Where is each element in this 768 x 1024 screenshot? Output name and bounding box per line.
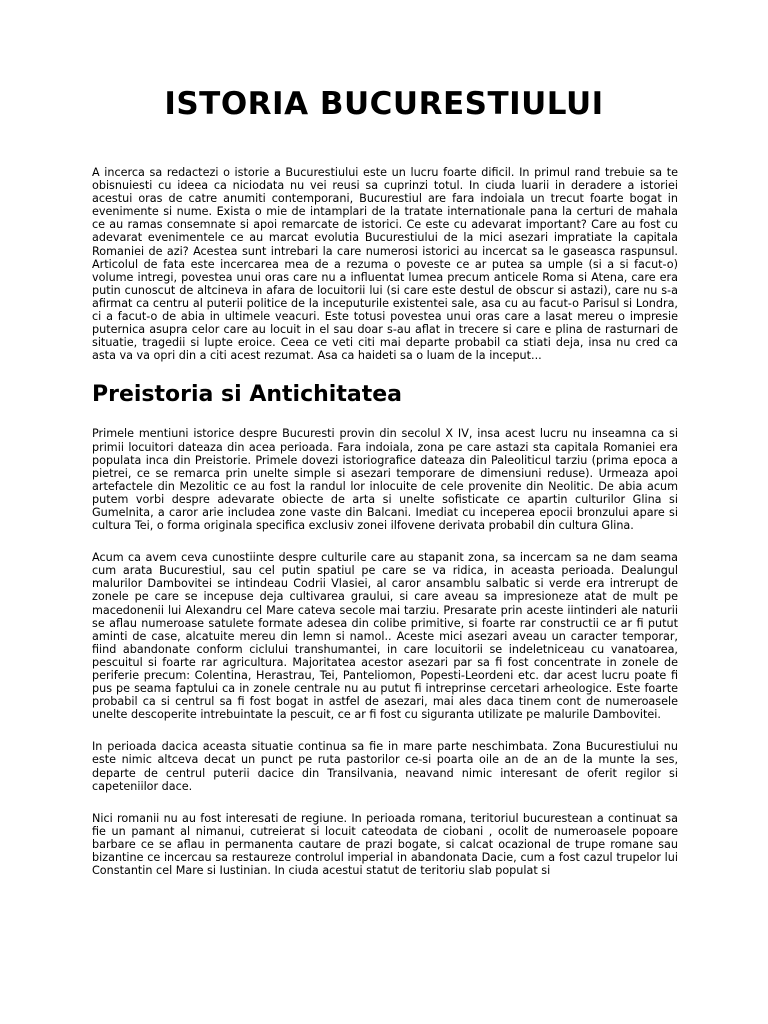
body-paragraph: Primele mentiuni istorice despre Bucuresti provin din secolul X IV, insa acest lucru nu inseamna ca si primii locuitori dateaza din acea perioada. Fara indoiala, zona pe care astazi sta capitala Romaniei era populata inca din Preistorie. Primele dovezi istoriografice dateaza din Paleoliticul tarziu (prima epoca a pietrei, ce se remarca prin unelte simple si asezari temporare de dimensiuni reduse). Urmeaza apoi artefactele din Mezolitic ce au fost la randul lor inlocuite de cele provenite din Neolitic. De abia acum putem vorbi despre adevarate obiecte de arta si unelte sofisticate ce apartin culturilor Glina si Gumelnita, a caror arie includea zone vaste din Balcani. Imediat cu inceperea epocii bronzului apare si cultura Tei, o forma originala specifica exclusiv zonei ilfovene derivata probabil din cultura Glina. [92,427,678,533]
body-paragraph: Acum ca avem ceva cunostiinte despre culturile care au stapanit zona, sa incercam sa ne dam seama cum arata Bucurestiul, sau cel putin spatiul pe care se va ridica, in aceasta perioada. Dealungul malurilor Dambovitei se intindeau Codrii Vlasiei, al caror ansamblu salbatic si verde era intrerupt de zonele pe care se incepuse deja cultivarea graului, si care aveau sa impresioneze atat de mult pe macedonenii lui Alexandru cel Mare cateva secole mai tarziu. Presarate prin aceste iintinderi ale naturii se aflau numeroase satulete formate adesea din colibe primitive, si foarte rar constructii ce ar fi putut aminti de case, alcatuite mereu din lemn si namol.. Aceste mici asezari aveau un caracter temporar, fiind abandonate conform ciclului transhumantei, in care locuitorii se indeletniceau cu vanatoarea, pescuitul si foarte rar agricultura. Majoritatea acestor asezari par sa fi fost concentrate in zonele de periferie precum: Colentina, Herastrau, Tei, Panteliomon, Popesti-Leordeni etc. dar acest lucru poate fi pus pe seama faptului ca in zonele centrale nu au putut fi intreprinse cercetari arheologice. Este foarte probabil ca si centrul sa fi fost bogat in astfel de asezari, mai ales daca tinem cont de numeroasele unelte descoperite intrebuintate la pescuit, ce ar fi fost cu siguranta utilizate pe malurile Dambovitei. [92,551,678,722]
section-heading: Preistoria si Antichitatea [92,382,402,408]
document-title: ISTORIA BUCURESTIULUI [164,86,604,122]
document-body [92,166,678,877]
body-paragraph: In perioada dacica aceasta situatie continua sa fie in mare parte neschimbata. Zona Bucurestiului nu este nimic altceva decat un punct pe ruta pastorilor ce-si poarta oile an de an de la munte la ses, departe de centrul puterii dacice din Transilvania, neavand nimic interesant de oferit regilor si capeteniilor dace. [92,740,678,793]
body-paragraph: Nici romanii nu au fost interesati de regiune. In perioada romana, teritoriul bucurestean a continuat sa fie un pamant al nimanui, cutreierat si locuit cateodata de ciobani , ocolit de numeroasele popoare barbare ce se aflau in permanenta cautare de prazi bogate, si calcat ocazional de trupe romane sau bizantine ce incercau sa restaureze controlul imperial in abandonata Dacie, cum a fost cazul trupelor lui Constantin cel Mare si Iustinian. In ciuda acestui statut de teritoriu slab populat si [92,811,678,878]
intro-paragraph: A incerca sa redactezi o istorie a Bucurestiului este un lucru foarte dificil. In primul rand trebuie sa te obisnuiesti cu ideea ca niciodata nu vei reusi sa cuprinzi totul. In ciuda luarii in deradere a istoriei acestui oras de catre anumiti contemporani, Bucurestiul are fara indoiala un trecut foarte bogat in evenimente si nume. Exista o mie de intamplari de la tratate internationale pana la certuri de mahala ce au ramas consemnate si apoi remarcate de istorici. Ce este cu adevarat important? Care au fost cu adevarat evenimentele ce au marcat evolutia Bucurestiului de la mici asezari impratiate la capitala Romaniei de azi? Acestea sunt intrebari la care numerosi istorici au incercat sa le gaseasca raspunsul. Articolul de fata este incercarea mea de a rezuma o poveste ce ar putea sa umple (si a si facut-o) volume intregi, povestea unui oras care nu a influentat lumea precum anticele Roma si Atena, care era putin cunoscut de altcineva in afara de locuitorii lui (si care este destul de obscur si astazi), care nu s-a afirmat ca centru al puterii politice de la inceputurile existentei sale, asa cu au facut-o Parisul si Londra, ci a facut-o de abia in ultimele veacuri. Este totusi povestea unui oras care a lasat mereu o impresie puternica asupra celor care au locuit in el sau doar s-au aflat in trecere si care e plina de rasturnari de situatie, tragedii si lupte eroice. Ceea ce veti citi mai departe probabil ca stiati deja, insa nu cred ca asta va va opri din a citi acest rezumat. Asa ca haideti sa o luam de la inceput... [92,166,678,363]
